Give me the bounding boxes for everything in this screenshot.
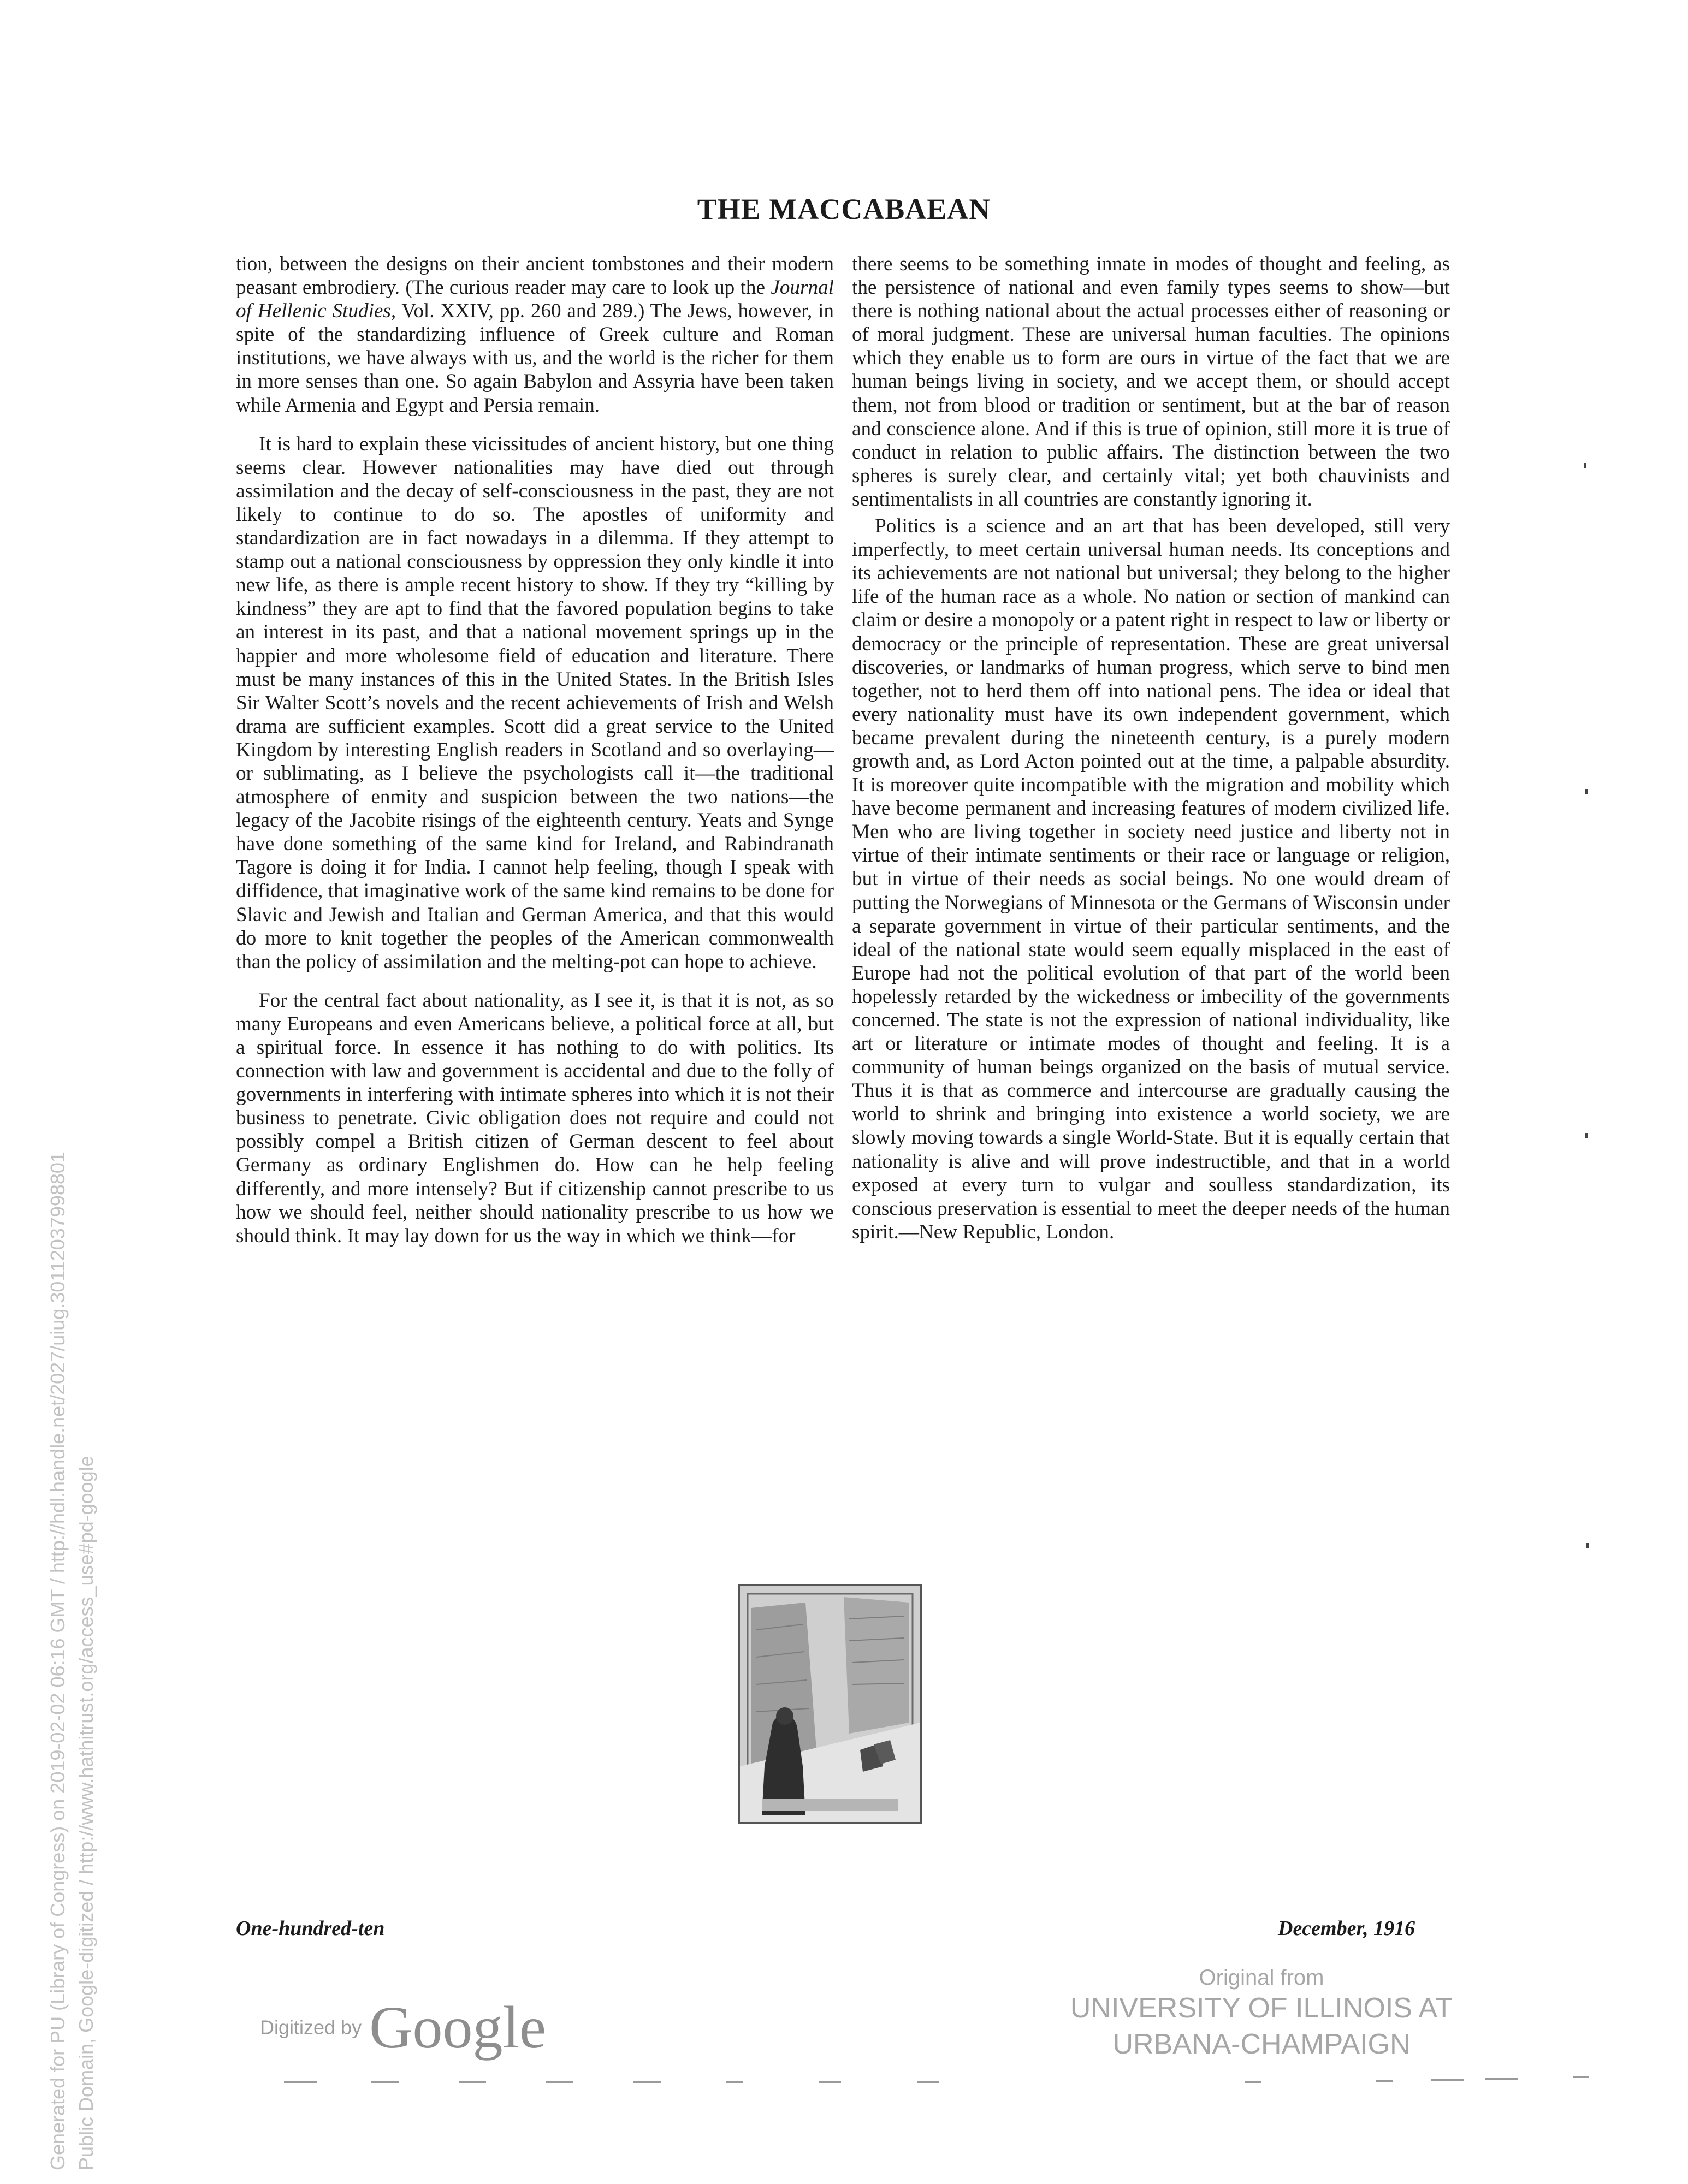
scan-speck: [1584, 463, 1586, 468]
scan-dash: [459, 2081, 486, 2083]
scan-dash: [546, 2081, 573, 2083]
text-run: It is hard to explain these vicissitudes of ancient history, but one thing seems clear. However nationalities may have died out through assimilation and the decay of self-consciousness in the past, they are not likely to continue to do so. The apostles of uniformity and standardization are in fact nowadays in a dilemma. If they attempt to stamp out a national consciousness by oppression they only kindle it into new life, as there is ample recent history to show. If they try “killing by kindness” they are apt to find that the favored population begins to take an interest in its past, and that a national movement springs up in the happier and more wholesome field of education and literature. There must be many instances of this in the United States. In the British Isles Sir Walter Scott’s novels and the recent achievements of Irish and Welsh drama are sufficient examples. Scott did a great service to the United Kingdom by interesting English readers in Scotland and so overlaying—or sublimating, as I believe the psychologists call it—the traditional atmosphere of enmity and suspicion between the two nations—the legacy of the Jacobite risings of the eighteenth century. Yeats and Synge have done something of the same kind for Ireland, and Rabindranath Tagore is doing it for India. I cannot help feeling, though I speak with diffidence, that imaginative work of the same kind remains to be done for Slavic and Jewish and Italian and German America, and that this would do more to knit together the peoples of the American commonwealth than the policy of assimilation and the melting-pot can hope to achieve.: [236, 432, 834, 973]
hathitrust-watermark: [44, 1152, 100, 2170]
scan-dash: [371, 2081, 399, 2083]
scan-dash: [633, 2081, 661, 2083]
scan-dash: [726, 2081, 743, 2083]
engraving-illustration: [738, 1584, 922, 1824]
right-paragraph-2: [852, 514, 1450, 1244]
left-paragraph-3: [236, 989, 834, 1248]
university-name: UNIVERSITY OF ILLINOIS AT: [1070, 1992, 1453, 2024]
right-paragraph-1: [852, 252, 1450, 511]
scan-dash: [1431, 2079, 1464, 2081]
footer-page-label: One-hundred-ten: [236, 1917, 385, 1940]
text-run: Vol. XXIV, pp. 260 and 289.) The Jews, however, in spite of the standardizing influence of Greek culture and Roman institutions, we have always with us, and the world is the richer for them in more senses than one. So again Babylon and Assyria have been taken while Armenia and Egypt and Persia remain.: [236, 300, 834, 417]
scan-dash: [917, 2081, 939, 2083]
engraving-image: [740, 1586, 920, 1822]
text-run: Politics is a science and an art that has been developed, still very imperfectly, to meet certain universal human needs. Its conceptions and its achievements are not national but universal; they belong to the higher life of the human race as a whole. No nation or section of mankind can claim or desire a monopoly or a patent right in respect to law or liberty or democracy or the principle of representation. These are great universal discoveries, or landmarks of human progress, which serve to bind men together, not to herd them off into national pens. The idea or ideal that every nationality must have its own independent government, which became prevalent during the nineteenth century, is a purely modern growth and, as Lord Acton pointed out at the time, a palpable absurdity. It is moreover quite incompatible with the migration and mobility which have become permanent and increasing features of modern civilized life. Men who are living together in society need justice and liberty not in virtue of their intimate sentiments or their race or language or religion, but in virtue of their needs as social beings. No one would dream of putting the Norwegians of Minnesota or the Germans of Wisconsin under a separate government in virtue of their particular sentiments, and the ideal of the national state would seem equally misplaced in the east of Europe had not the political evolution of that part of the world been hopelessly retarded by the wickedness or imbecility of the governments concerned. The state is not the expression of national individuality, like art or literature or intimate modes of thought and feeling. It is a community of human beings organized on the basis of mutual service. Thus it is that as commerce and intercourse are gradually causing the world to shrink and bringing into existence a world society, we are slowly moving towards a single World-State. But it is equally certain that nationality is alive and will prove indestructible, and that in a world exposed at every turn to vulgar and soulless standardization, its conscious preservation is essential to meet the deeper needs of the human spirit.—New Republic, London.: [852, 515, 1450, 1243]
scan-dash: [1245, 2081, 1261, 2083]
text-run: For the central fact about nationality, as I see it, is that it is not, as so many Europeans and even Americans believe, a political force at all, but a spiritual force. In essence it has nothing to do with politics. Its connection with law and government is accidental and due to the folly of governments in interfering with intimate spheres into which it is not their business to penetrate. Civic obligation does not require and could not possibly compel a British citizen of German descent to feel about Germany as ordinary Englishmen do. How can he help feeling differently, and more intensely? But if citizenship cannot prescribe to us how we should feel, neither should nationality prescribe to us how we should think. It may lay down for us the way in which we think—for: [236, 989, 834, 1247]
watermark-line-2: Public Domain, Google-digitized / http://www.hathitrust.org/access_use#pd-google: [75, 1456, 97, 2170]
scan-speck: [1585, 789, 1588, 794]
google-logo: Google: [369, 1994, 546, 2061]
left-paragraph-2: [236, 432, 834, 974]
page-title: THE MACCABAEAN: [697, 193, 991, 225]
scan-speck: [1586, 1543, 1589, 1548]
scan-dash: [819, 2081, 841, 2083]
footer-date: December, 1916: [1278, 1917, 1415, 1940]
scan-dash: [284, 2081, 317, 2083]
text-run: there seems to be something innate in modes of thought and feeling, as the persistence of national and even family types seems to show—but there is nothing national about the actual processes either of reasoning or of moral judgment. These are universal human faculties. The opinions which they enable us to form are ours in virtue of the fact that we are human beings living in society, and we accept them, or should accept them, not from blood or tradition or sentiment, but at the bar of reason and conscience alone. And if this is true of opinion, still more it is true of conduct in relation to public affairs. The distinction between the two spheres is surely clear, and certainly vital; yet both chauvinists and sentimentalists in all countries are constantly ignoring it.: [852, 253, 1450, 511]
text-run: tion, between the designs on their ancient tombstones and their modern peasant embrodiery. (The curious reader may care to look up the: [236, 253, 834, 299]
campus-name: URBANA-CHAMPAIGN: [1112, 2028, 1411, 2060]
scan-dash: [1376, 2080, 1393, 2082]
left-paragraph-1: [236, 252, 834, 417]
left-column: [236, 252, 834, 1248]
right-column: [852, 252, 1450, 1244]
digitized-prefix: Digitized by: [260, 2016, 362, 2039]
original-source: [1054, 1966, 1469, 2062]
scan-dash: [1485, 2078, 1518, 2080]
original-from-label: Original from: [1199, 1966, 1324, 1990]
scan-speck: [1585, 1133, 1588, 1138]
scan-dash: [1573, 2076, 1589, 2078]
journal-title: Journal of Hellenic Studies,: [236, 276, 834, 323]
watermark-line-1: Generated for PU (Library of Congress) on 2019-02-02 06:16 GMT / http://hdl.handle.net/2027/uiug.30112037998801: [46, 1152, 69, 2170]
digitized-by-google: [260, 1993, 546, 2062]
